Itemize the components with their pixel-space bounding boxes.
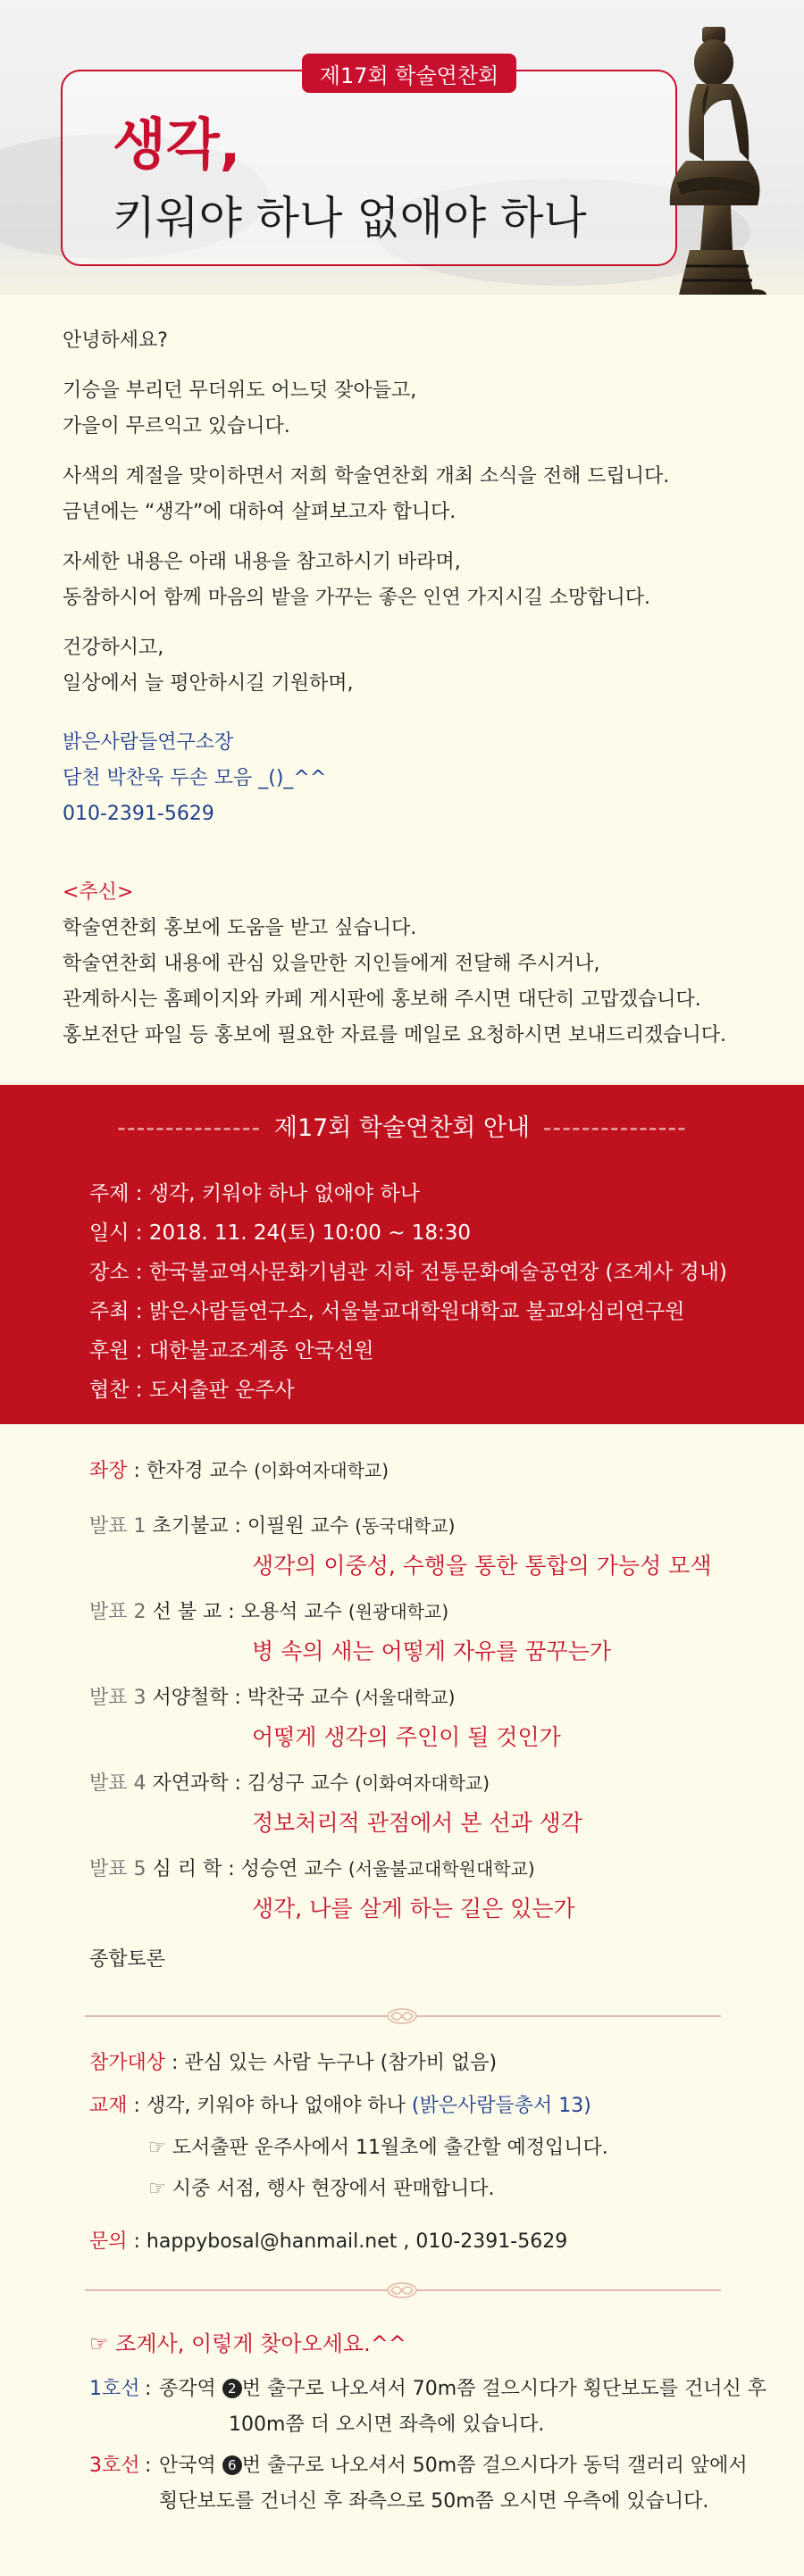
info-row-venue: 장소 : 한국불교역사문화기념관 지하 전통문화예술공연장 (조계사 경내) bbox=[89, 1261, 727, 1284]
postscript-label: <추신> bbox=[63, 881, 134, 904]
knot-ornament-icon bbox=[386, 2007, 418, 2025]
info-row-topic: 주제 : 생각, 키워야 하나 없애야 하나 bbox=[89, 1182, 420, 1205]
hand-pointer-icon: ☞ bbox=[148, 2137, 166, 2159]
info-row-date: 일시 : 2018. 11. 24(토) 10:00 ~ 18:30 bbox=[89, 1221, 472, 1245]
book-row: 교재 : 생각, 키워야 하나 없애야 하나 (밝은사람들총서 13) bbox=[89, 2095, 591, 2117]
letter-line: 사색의 계절을 맞이하면서 저희 학술연찬회 개최 소식을 전해 드립니다. bbox=[63, 465, 670, 488]
closing-discussion: 종합토론 bbox=[89, 1948, 166, 1971]
talk-number: 발표 5 bbox=[89, 1858, 147, 1880]
invitation-letter bbox=[63, 323, 777, 1068]
info-heading bbox=[0, 1108, 804, 1143]
event-badge: 제17회 학술연찬회 bbox=[302, 54, 516, 93]
exit-number-icon: 6 bbox=[222, 2455, 242, 2475]
info-row-host: 주최 : 밝은사람들연구소, 서울불교대학원대학교 불교와심리연구원 bbox=[89, 1300, 685, 1323]
talk-topic: 생각의 이중성, 수행을 통한 통합의 가능성 모색 bbox=[252, 1553, 712, 1579]
signature-phone: 010-2391-5629 bbox=[63, 803, 214, 825]
book-note bbox=[89, 2128, 786, 2169]
subway-line-label: 3호선 bbox=[89, 2455, 140, 2477]
info-list bbox=[89, 1174, 727, 1410]
info-row-sponsor: 후원 : 대한불교조계종 안국선원 bbox=[89, 1339, 374, 1363]
chair-name: 한자경 교수 bbox=[146, 1460, 248, 1482]
signature-name: 담천 박찬욱 두손 모음 _()_^^ bbox=[63, 767, 327, 789]
heading-dashes: --------------- bbox=[117, 1114, 262, 1142]
info-label: 일시 bbox=[89, 1221, 130, 1245]
separator: : bbox=[145, 2378, 152, 2400]
letter-paragraph bbox=[63, 630, 777, 702]
knot-ornament-icon bbox=[386, 2281, 418, 2299]
info-label: 주최 bbox=[89, 1300, 130, 1323]
talk-field: 심 리 학 bbox=[152, 1858, 222, 1880]
separator: : bbox=[145, 2455, 152, 2477]
talk-speaker: 오용석 교수 bbox=[240, 1601, 342, 1623]
letter-line: 일상에서 늘 평안하시길 기원하며, bbox=[63, 672, 354, 695]
direction-detail: 번 출구로 나오셔서 70m쯤 걸으시다가 횡단보도를 건너신 후 bbox=[241, 2378, 766, 2400]
directions-heading bbox=[89, 2322, 786, 2366]
talk-topic: 생각, 나를 살게 하는 길은 있는가 bbox=[252, 1896, 575, 1922]
talk-row: 발표 5 심 리 학 : 성승연 교수 (서울불교대학원대학교) bbox=[89, 1858, 535, 1880]
letter-line: 기승을 부리던 무더위도 어느덧 잦아들고, bbox=[63, 379, 417, 402]
info-label: 협찬 bbox=[89, 1379, 130, 1402]
direction-line-1 bbox=[89, 2372, 786, 2443]
directions-section bbox=[89, 2322, 786, 2520]
info-row-support: 협찬 : 도서출판 운주사 bbox=[89, 1379, 295, 1402]
hand-pointer-icon: ☞ bbox=[89, 2331, 109, 2356]
header-banner bbox=[0, 0, 804, 295]
direction-text bbox=[159, 2448, 748, 2520]
talk-topic: 정보처리적 관점에서 본 선과 생각 bbox=[252, 1810, 582, 1836]
heading-dashes: --------------- bbox=[542, 1114, 687, 1142]
info-value: 도서출판 운주사 bbox=[148, 1379, 295, 1402]
direction-detail: 100m쯤 더 오시면 좌측에 있습니다. bbox=[229, 2413, 545, 2436]
talk-number: 발표 3 bbox=[89, 1687, 147, 1709]
letter-paragraph bbox=[63, 459, 777, 530]
talk-field: 초기불교 bbox=[152, 1515, 229, 1538]
info-title: 제17회 학술연찬회 안내 bbox=[273, 1114, 531, 1142]
info-label: 후원 bbox=[89, 1339, 130, 1363]
chair-row: 좌장 : 한자경 교수 (이화여자대학교) bbox=[89, 1460, 389, 1482]
chair-affiliation: (이화여자대학교) bbox=[254, 1460, 389, 1481]
direction-detail: 번 출구로 나오셔서 50m쯤 걸으시다가 동덕 갤러리 앞에서 bbox=[241, 2455, 748, 2477]
chair-label: 좌장 bbox=[89, 1460, 128, 1482]
talk-speaker: 김성구 교수 bbox=[247, 1772, 349, 1795]
book-note bbox=[89, 2169, 786, 2210]
target-label: 참가대상 bbox=[89, 2052, 166, 2074]
hand-pointer-icon: ☞ bbox=[148, 2178, 166, 2200]
talk-number: 발표 2 bbox=[89, 1601, 147, 1623]
subway-line-label: 1호선 bbox=[89, 2378, 140, 2400]
contact-row: 문의 : happybosal@hanmail.net , 010-2391-5629 bbox=[89, 2230, 568, 2253]
book-title: 생각, 키워야 하나 없애야 하나 bbox=[146, 2095, 406, 2117]
letter-line: 자세한 내용은 아래 내용을 참고하시기 바라며, bbox=[63, 551, 461, 573]
note-text: 시중 서점, 행사 현장에서 판매합니다. bbox=[172, 2178, 495, 2200]
letter-line: 동참하시어 함께 마음의 밭을 가꾸는 좋은 인연 가지시길 소망합니다. bbox=[63, 587, 650, 609]
talk-speaker: 이필원 교수 bbox=[247, 1515, 349, 1538]
signature-org: 밝은사람들연구소장 bbox=[63, 731, 234, 754]
letter-line: 금년에는 “생각”에 대하여 살펴보고자 합니다. bbox=[63, 501, 456, 523]
postscript bbox=[63, 875, 777, 1054]
talk-row: 발표 2 선 불 교 : 오용석 교수 (원광대학교) bbox=[89, 1601, 449, 1623]
talk-affiliation: (이화여자대학교) bbox=[355, 1772, 490, 1794]
postscript-line: 홍보전단 파일 등 홍보에 필요한 자료를 메일로 요청하시면 보내드리겠습니다. bbox=[63, 1024, 727, 1046]
contact-label: 문의 bbox=[89, 2230, 128, 2253]
talk-row: 발표 3 서양철학 : 박찬국 교수 (서울대학교) bbox=[89, 1687, 456, 1709]
page-subtitle: 키워야 하나 없애야 하나 bbox=[113, 192, 587, 244]
talk-field: 선 불 교 bbox=[152, 1601, 222, 1623]
target-value: 관심 있는 사람 누구나 (참가비 없음) bbox=[184, 2052, 498, 2074]
talk-row: 발표 4 자연과학 : 김성구 교수 (이화여자대학교) bbox=[89, 1772, 490, 1795]
info-value: 밝은사람들연구소, 서울불교대학원대학교 불교와심리연구원 bbox=[148, 1300, 685, 1323]
greeting: 안녕하세요? bbox=[63, 329, 168, 352]
talk-row: 발표 1 초기불교 : 이필원 교수 (동국대학교) bbox=[89, 1515, 456, 1538]
info-value: 2018. 11. 24(토) 10:00 ~ 18:30 bbox=[148, 1221, 472, 1245]
participation-section bbox=[89, 2042, 786, 2263]
info-value: 대한불교조계종 안국선원 bbox=[148, 1339, 374, 1363]
talk-number: 발표 4 bbox=[89, 1772, 147, 1795]
talk-field: 자연과학 bbox=[152, 1772, 229, 1795]
direction-text bbox=[159, 2372, 766, 2443]
talk-affiliation: (서울대학교) bbox=[355, 1687, 456, 1708]
talk-affiliation: (서울불교대학원대학교) bbox=[348, 1858, 535, 1880]
direction-detail: 횡단보도를 건너신 후 좌측으로 50m쯤 오시면 우측에 있습니다. bbox=[159, 2490, 709, 2513]
exit-number-icon: 2 bbox=[222, 2379, 242, 2398]
talk-field: 서양철학 bbox=[152, 1687, 229, 1709]
letter-line: 가을이 무르익고 있습니다. bbox=[63, 415, 290, 438]
pensive-bodhisattva-statue-icon bbox=[650, 27, 784, 295]
postscript-line: 학술연찬회 내용에 관심 있을만한 지인들에게 전달해 주시거나, bbox=[63, 953, 600, 975]
book-label: 교재 bbox=[89, 2095, 128, 2117]
station-name: 종각역 bbox=[159, 2378, 216, 2400]
letter-paragraph bbox=[63, 373, 777, 445]
directions-title: 조계사, 이렇게 찾아오세요.^^ bbox=[115, 2331, 406, 2356]
contact-value[interactable]: happybosal@hanmail.net , 010-2391-5629 bbox=[146, 2230, 568, 2253]
station-name: 안국역 bbox=[159, 2455, 216, 2477]
letter-line: 건강하시고, bbox=[63, 637, 164, 659]
direction-line-3 bbox=[89, 2448, 786, 2520]
info-label: 장소 bbox=[89, 1261, 130, 1284]
talk-affiliation: (동국대학교) bbox=[355, 1515, 456, 1537]
talk-affiliation: (원광대학교) bbox=[348, 1601, 449, 1622]
event-info-band bbox=[0, 1085, 804, 1424]
talk-topic: 병 속의 새는 어떻게 자유를 꿈꾸는가 bbox=[252, 1638, 611, 1664]
target-row: 참가대상 : 관심 있는 사람 누구나 (참가비 없음) bbox=[89, 2052, 498, 2074]
postscript-line: 학술연찬회 홍보에 도움을 받고 싶습니다. bbox=[63, 917, 417, 939]
talk-number: 발표 1 bbox=[89, 1515, 147, 1538]
talk-topic: 어떻게 생각의 주인이 될 것인가 bbox=[252, 1724, 561, 1750]
program-schedule bbox=[89, 1451, 786, 1980]
book-series: (밝은사람들총서 13) bbox=[411, 2095, 591, 2117]
talk-speaker: 박찬국 교수 bbox=[247, 1687, 349, 1709]
letter-paragraph bbox=[63, 545, 777, 616]
postscript-line: 관계하시는 홈페이지와 카페 게시판에 홍보해 주시면 대단히 고맙겠습니다. bbox=[63, 988, 701, 1011]
info-value: 한국불교역사문화기념관 지하 전통문화예술공연장 (조계사 경내) bbox=[148, 1261, 727, 1284]
note-text: 도서출판 운주사에서 11월초에 출간할 예정입니다. bbox=[172, 2137, 608, 2159]
signature bbox=[63, 725, 777, 832]
page-title: 생각, bbox=[113, 112, 241, 177]
info-label: 주제 bbox=[89, 1182, 130, 1205]
info-value: 생각, 키워야 하나 없애야 하나 bbox=[148, 1182, 420, 1205]
talk-speaker: 성승연 교수 bbox=[240, 1858, 342, 1880]
